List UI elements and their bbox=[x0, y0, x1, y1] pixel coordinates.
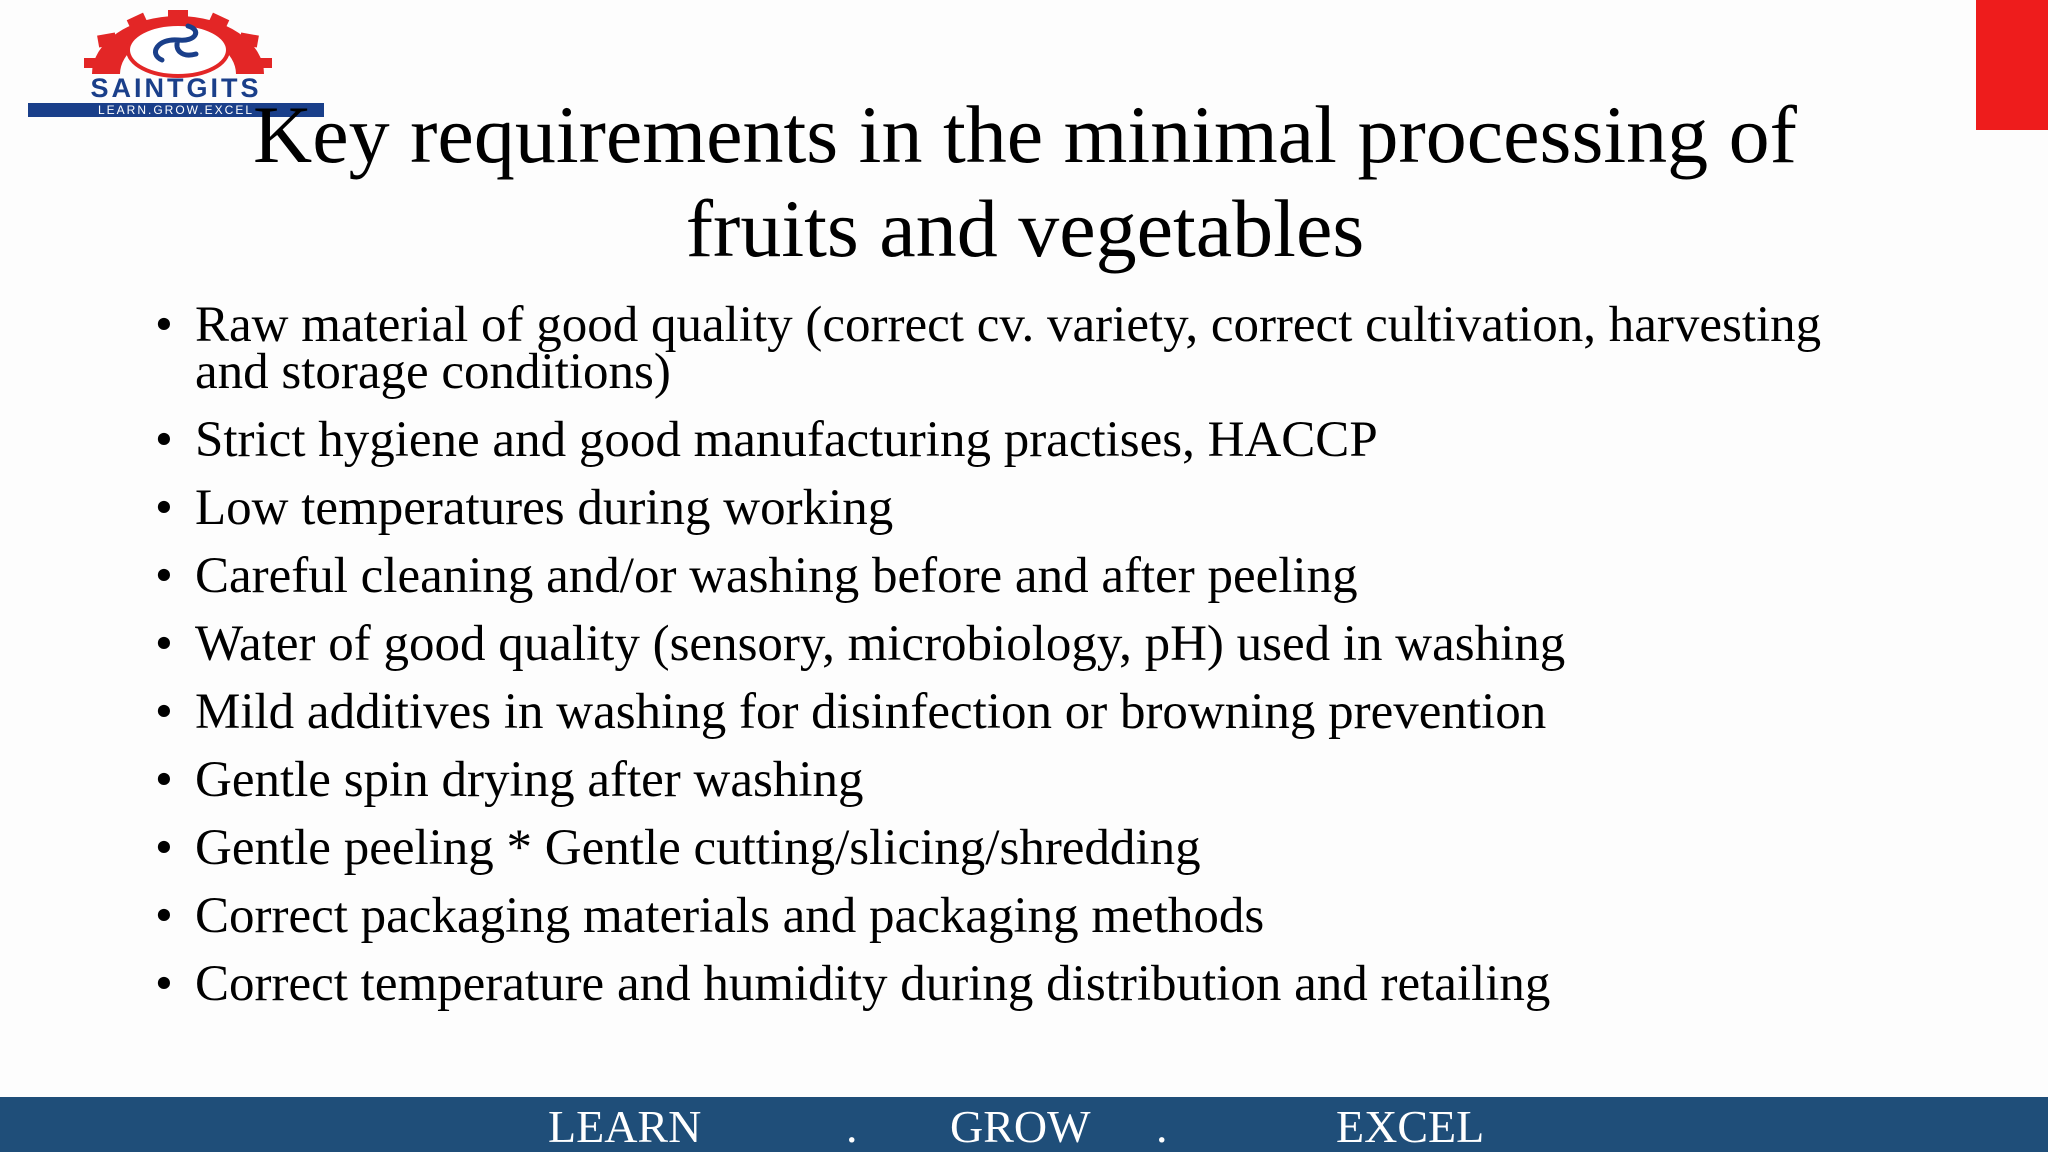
red-accent-block bbox=[1976, 0, 2048, 130]
footer-banner bbox=[0, 1097, 2048, 1152]
footer-learn: LEARN bbox=[548, 1101, 702, 1152]
bullet-item: • Water of good quality (sensory, microbiology, pH) used in washing bbox=[155, 621, 1855, 668]
bullet-item: • Low temperatures during working bbox=[155, 485, 1855, 532]
bullet-item: • Raw material of good quality (correct cv. variety, correct cultivation, harvesting and storage conditions) bbox=[155, 302, 1855, 396]
slide-title bbox=[140, 88, 1910, 276]
bullet-item: • Mild additives in washing for disinfection or browning prevention bbox=[155, 689, 1855, 736]
title-line-1: Key requirements in the minimal processing of bbox=[253, 89, 1797, 180]
bullet-item: • Careful cleaning and/or washing before and after peeling bbox=[155, 553, 1855, 600]
bullet-item: • Gentle peeling * Gentle cutting/slicing/shredding bbox=[155, 825, 1855, 872]
footer-excel: EXCEL bbox=[1336, 1101, 1485, 1152]
title-line-2: fruits and vegetables bbox=[685, 183, 1365, 274]
bullet-item: • Correct temperature and humidity during distribution and retailing bbox=[155, 961, 1855, 1008]
bullet-list bbox=[155, 297, 1855, 1029]
logo-wordmark: SAINTGITS bbox=[90, 73, 262, 103]
logo-tagline: LEARN.GROW.EXCEL bbox=[28, 103, 324, 117]
footer-dot-2: . bbox=[1156, 1101, 1168, 1152]
footer-grow: GROW bbox=[950, 1101, 1091, 1152]
bullet-item: • Gentle spin drying after washing bbox=[155, 757, 1855, 804]
gear-logo-icon bbox=[78, 10, 278, 82]
bullet-item: • Strict hygiene and good manufacturing practises, HACCP bbox=[155, 417, 1855, 464]
bullet-item: • Correct packaging materials and packaging methods bbox=[155, 893, 1855, 940]
footer-dot-1: . bbox=[846, 1101, 858, 1152]
